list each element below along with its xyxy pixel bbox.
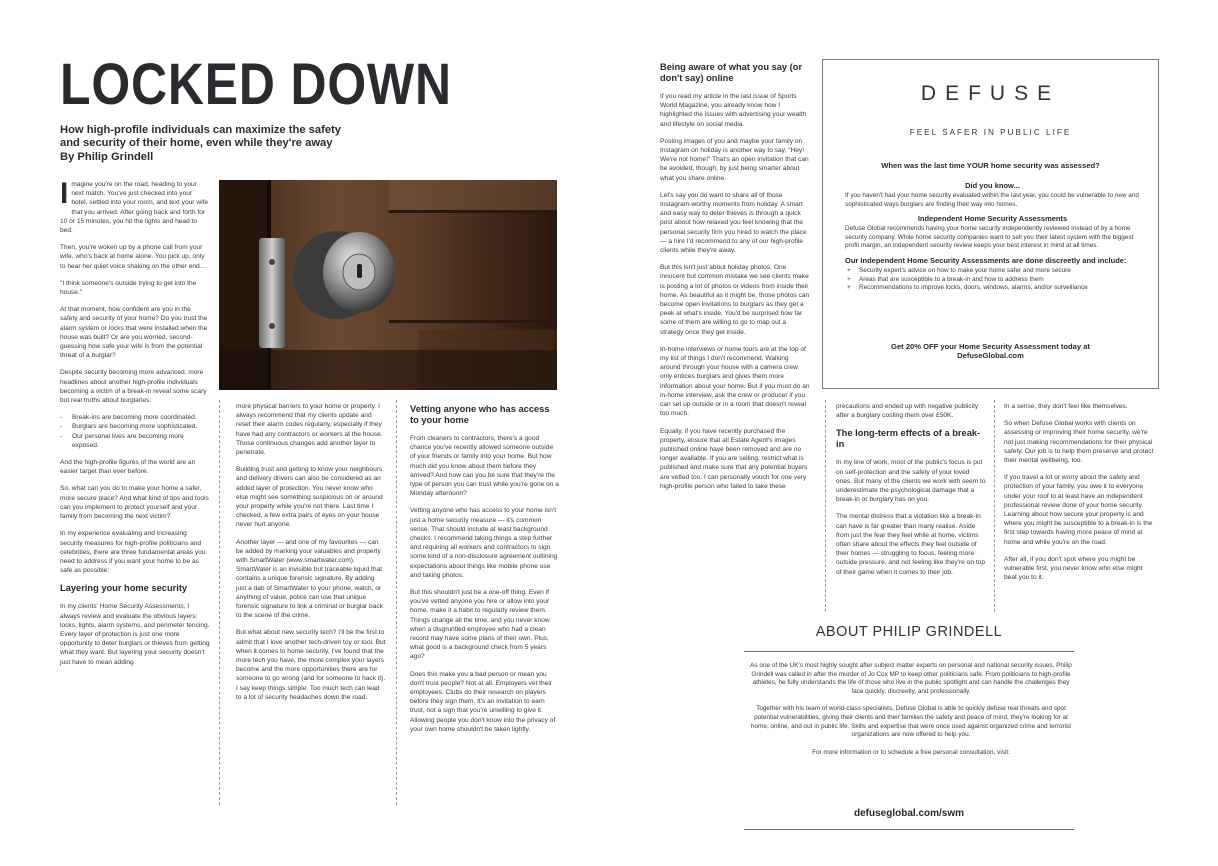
paragraph: If you travel a lot or worry about the safety and protection of your family, you owe it to everyone under your roof to at least have an independent professional review done of your home security. Learning about how secure your property is and where you might be susceptible to a break-in is the first step towards having more peace of mind at home and while you're on the road. xyxy=(1004,474,1153,546)
paragraph: The mental distress that a violation like a break-in can have is far greater than many realise. Aside from just the fear they feel while at home, victims often share about the effects they feel outside of their homes — struggling to focus, feeling more outside pressure, and not feeling like they're on top of their game when it comes to their job. xyxy=(836,513,985,576)
paragraph: From cleaners to contractors, there's a good chance you've recently allowed someone outside of your friends or family into your home. But how much did you know about them before they arrived? And how can you be sure that they're the type of person you can trust while you're gone on a Monday afternoon? xyxy=(410,435,559,498)
column-divider xyxy=(219,400,220,805)
defuse-logo: DEFUSE xyxy=(920,82,1061,105)
paragraph: In my line of work, most of the public's focus is put on self-protection and the safety of your loved ones. But many of the clients we work with seem to underestimate the psychological damage that a break-in or burglary has on you. xyxy=(836,459,986,504)
advert-paragraph: Defuse Global recommends having your home security independently reviewed instead of by a home security company. While home security companies want to sell you their latest system with the biggest profit margin, an independent security review keeps your best interest in mind at all times. xyxy=(845,225,1134,250)
paragraph: "I think someone's outside trying to get into the house." xyxy=(60,279,197,297)
column-6 xyxy=(1004,402,1156,590)
byline: By Philip Grindell xyxy=(60,150,154,163)
paragraph: In a sense, they don't feel like themselves. xyxy=(1004,403,1128,410)
advert-heading: Did you know... xyxy=(965,181,1020,190)
subtitle-line-1: How high-profile individuals can maximize the safety xyxy=(60,124,341,136)
paragraph: After all, if you don't spot where you might be vulnerable first, you never know who else might beat you to it. xyxy=(1004,555,1143,582)
column-3 xyxy=(410,402,560,742)
paragraph: So, what can you do to make your home a safer, more secure place? And what kind of tips and tools can you implement to protect yourself and your family from becoming the next victim? xyxy=(60,485,209,521)
list-item: + Areas that are susceptible to a break-in and how to address them xyxy=(845,276,1140,285)
paragraph: In my experience evaluating and increasing security measures for high-profile politicians and celebrities, there are three fundamental areas you need to address if you want your home to be as safe as possible: xyxy=(60,530,206,575)
paragraph: Despite security becoming more advanced, more headlines about another high-profile individuals becoming a victim of a break-in reveal some scary but real truths about burglaries: xyxy=(60,369,207,405)
offer-line: Get 20% OFF your Home Security Assessment today at xyxy=(891,342,1090,351)
offer-link[interactable]: DefuseGlobal.com xyxy=(957,351,1024,361)
paragraph: In-home interviews or home tours are at the top of my list of things I don't recommend. Walking around through your house with a camera crew only entices burglars and gives them more information about your home. But if you must do an in-home interview, ask the crew or producer if you can set up outside or in a room that doesn't reveal too much. xyxy=(660,345,810,418)
paragraph: And the high-profile figures of the world are an easier target than ever before. xyxy=(60,459,196,476)
paragraph: Then, you're woken up by a phone call from your wife, who's back at home alone. You pick up, only to hear her quiet voice shaking on the other end… xyxy=(60,244,207,270)
assessment-includes-list xyxy=(845,267,1140,293)
list-item: + Security expert's advice on how to make your home safer and more secure xyxy=(845,267,1140,276)
about-paragraph: Together with his team of world-class specialists, Defuse Global is able to quickly defuse real threats and spot potential vulnerabilities, giving their clients and their families the safety and peace of mind, they're looking for at home, online, and out in public life. Skills and expertise that were once used against organized crime and terrorist organizations are now offered to help you. xyxy=(750,705,1072,739)
door-knob-photo xyxy=(219,180,557,390)
about-top-rule xyxy=(744,651,1074,652)
advert-question: When was the last time YOUR home security was assessed? xyxy=(881,161,1100,170)
intro-paragraph: magine you're on the road, heading to your next match. You've just checked into your hotel, settled into your room, and text your wife that you arrived. After going back and forth for 10 or 15 minutes, you hit the lights and head to bed. xyxy=(60,181,209,235)
defuse-tagline: FEEL SAFER IN PUBLIC LIFE xyxy=(909,128,1072,137)
about-body xyxy=(746,662,1076,766)
paragraph: If you read my article in the last issue of Sports World Magazine, you already know how I highlighted the issues with advertising your wealth and lifestyle on social media. xyxy=(660,93,807,128)
section-heading: Vetting anyone who has access to your home xyxy=(410,404,550,425)
advert-heading: Independent Home Security Assessments xyxy=(917,214,1068,224)
advert-body xyxy=(845,181,1140,301)
paragraph: precautions and ended up with negative publicity after a burglary costing them over £50K. xyxy=(836,403,979,420)
column-4 xyxy=(660,60,810,499)
paragraph: But what about new security tech? I'll be the first to admit that I love another tech-driven toy or tool. But when it comes to home security, I've found that the more tech you have, the more complex your layers become and the more opportunities there are for someone to go wrong (and for someone to hack it). I say keep things simple. Too much tech can lead to a lot of security headaches down the road. xyxy=(236,629,386,701)
paragraph: Equally, if you have recently purchased the property, ensure that all Estate Agent's images published online have been removed and are no longer available. If you are selling, restrict what is published and make sure that any potential buyers are vetted too. I can personally vouch for one very high-profile person who failed to take these xyxy=(660,427,808,490)
paragraph: In my clients' Home Security Assessments, I always review and evaluate the obvious layers: locks, lights, alarm systems, and perimeter fencing. Every layer of protection is just one more opportunity to deter burglars or thieves from getting what they want. But layering your security doesn't just have to mean adding xyxy=(60,603,210,666)
list-item: - Our personal lives are becoming more exposed. xyxy=(60,432,210,450)
about-paragraph: For more information or to schedule a free personal consultation, visit: xyxy=(812,748,1010,756)
column-divider xyxy=(994,400,995,612)
paragraph: more physical barriers to your home or property. I always recommend that my clients update and reset their alarm codes regularly, especially if they have had any contractors or workers at the house. Those continuous changes add another layer to penetrate. xyxy=(236,403,383,457)
column-1 xyxy=(60,177,210,675)
column-5 xyxy=(836,402,986,585)
burglary-truths-list xyxy=(60,413,210,450)
about-link[interactable]: defuseglobal.com/swm xyxy=(853,808,965,819)
list-item: - Break-ins are becoming more coordinated. xyxy=(60,413,210,422)
paragraph: Building trust and getting to know your neighbours and delivery drivers can also be considered as an added layer of protection. You never know who else might see something suspicious on or around your property while you're not there. Last time I checked, a few extra pairs of eyes on your house never hurt anyone. xyxy=(236,466,383,529)
list-item: + Recommendations to improve locks, doors, windows, alarms, and/or surveillance xyxy=(845,284,1140,293)
article-title: LOCKED DOWN xyxy=(60,52,452,117)
about-paragraph: As one of the UK's most highly sought after subject matter experts on personal and national security issues, Philip Grindell was called in after the murder of Jo Cox MP to keep other politicians safe. From politicians to high-profile athletes, he fully understands the life of those who live in the public spotlight and can handle the challenges they face quickly, discreetly, and professionally. xyxy=(750,662,1072,695)
list-item: - Burglars are becoming more sophisticated. xyxy=(60,422,210,431)
paragraph: So when Defuse Global works with clients on assessing or improving their home security, we're not just making recommendations for their physical safety. Our job is to help them preserve and protect their mental wellbeing, too. xyxy=(1004,420,1154,465)
paragraph: Vetting anyone who has access to your home isn't just a home security measure — it's common sense. That should include at least background checks. I recommend taking things a step further and requiring all workers and contractors to sign some kind of a non-disclosure agreement outlining expectations about things like mobile phone use and taking photos. xyxy=(410,507,558,579)
drop-cap: I xyxy=(60,177,69,210)
about-bottom-rule xyxy=(744,829,1074,830)
paragraph: Another layer — and one of my favourites — can be added by marking your valuables and property with SmartWater (www.smartwater.com). SmartWater is an invisible but traceable liquid that contains a unique forensic signature. By adding just a dab of SmartWater to your phone, watch, or anything of value, police can use that unique forensic signature to link a criminal or burglar back to the scene of the crime. xyxy=(236,538,383,620)
section-heading: The long-term effects of a break-in xyxy=(836,428,981,450)
article-subtitle xyxy=(60,124,345,164)
about-heading: ABOUT PHILIP GRINDELL xyxy=(815,624,1003,640)
advert-heading: Our Independent Home Security Assessments are done discreetly and include: xyxy=(845,255,1127,265)
defuse-advert xyxy=(822,59,1159,389)
section-heading: Layering your home security xyxy=(60,583,188,594)
paragraph: But this shouldn't just be a one-off thing. Even if you've vetted anyone you hire or allow into your home, make it a habit to regularly review them. Things change all the time, and you never know when a disgruntled employee who had a clean record may have some plans of their own. Plus, what good is a background check from 5 years ago? xyxy=(410,589,550,661)
advert-paragraph: If you haven't had your home security evaluated within the last year, you could be vulnerable to new and sophisticated ways burglars are finding their way into homes. xyxy=(845,192,1139,208)
paragraph: Does this make you a bad person or mean you don't trust people? Not at all. Employers vet their employees. Clubs do their research on players before they sign them. It's an invitation to earn trust, not a sign that you're unwilling to give it. Allowing people you don't know into the privacy of your own home shouldn't be taken lightly. xyxy=(410,670,556,733)
paragraph: Let's say you do want to share all of those Instagram-worthy moments from holiday. A smart and easy way to deter thieves is through a quick post about how relaxed you feel knowing that the personal security firm you hired to watch the place — a hire I'd recommend to any of our high-profile clients while they're away. xyxy=(660,191,807,255)
column-divider xyxy=(825,400,826,612)
section-heading: Being aware of what you say (or don't say) online xyxy=(660,62,803,83)
paragraph: But this isn't just about holiday photos. One innocent but common mistake we see clients make is posting a lot of photos or videos from inside their home. As beautiful as it might be, those photos can become open invitations to burglars as they get a peek at what's inside. You'd be surprised how far some of them are willing to go to map out a strategy once they get inside. xyxy=(660,264,810,336)
advert-offer xyxy=(823,342,1158,361)
subtitle-line-2: and security of their home, even while they're away xyxy=(60,137,333,150)
column-2 xyxy=(236,402,386,710)
paragraph: At that moment, how confident are you in the safety and security of your home? Do you trust the alarm system or locks that were installed when the house was built? Or are you worried, second-guessing how safe your wife is from the potential threat of a burglar? xyxy=(60,306,208,360)
column-divider xyxy=(396,400,397,805)
paragraph: Posting images of you and maybe your family on Instagram on holiday is another way to say, "Hey! We're not home!" That's an open invitation that can be avoided, though, by just being smarter about what you share online. xyxy=(660,137,809,182)
